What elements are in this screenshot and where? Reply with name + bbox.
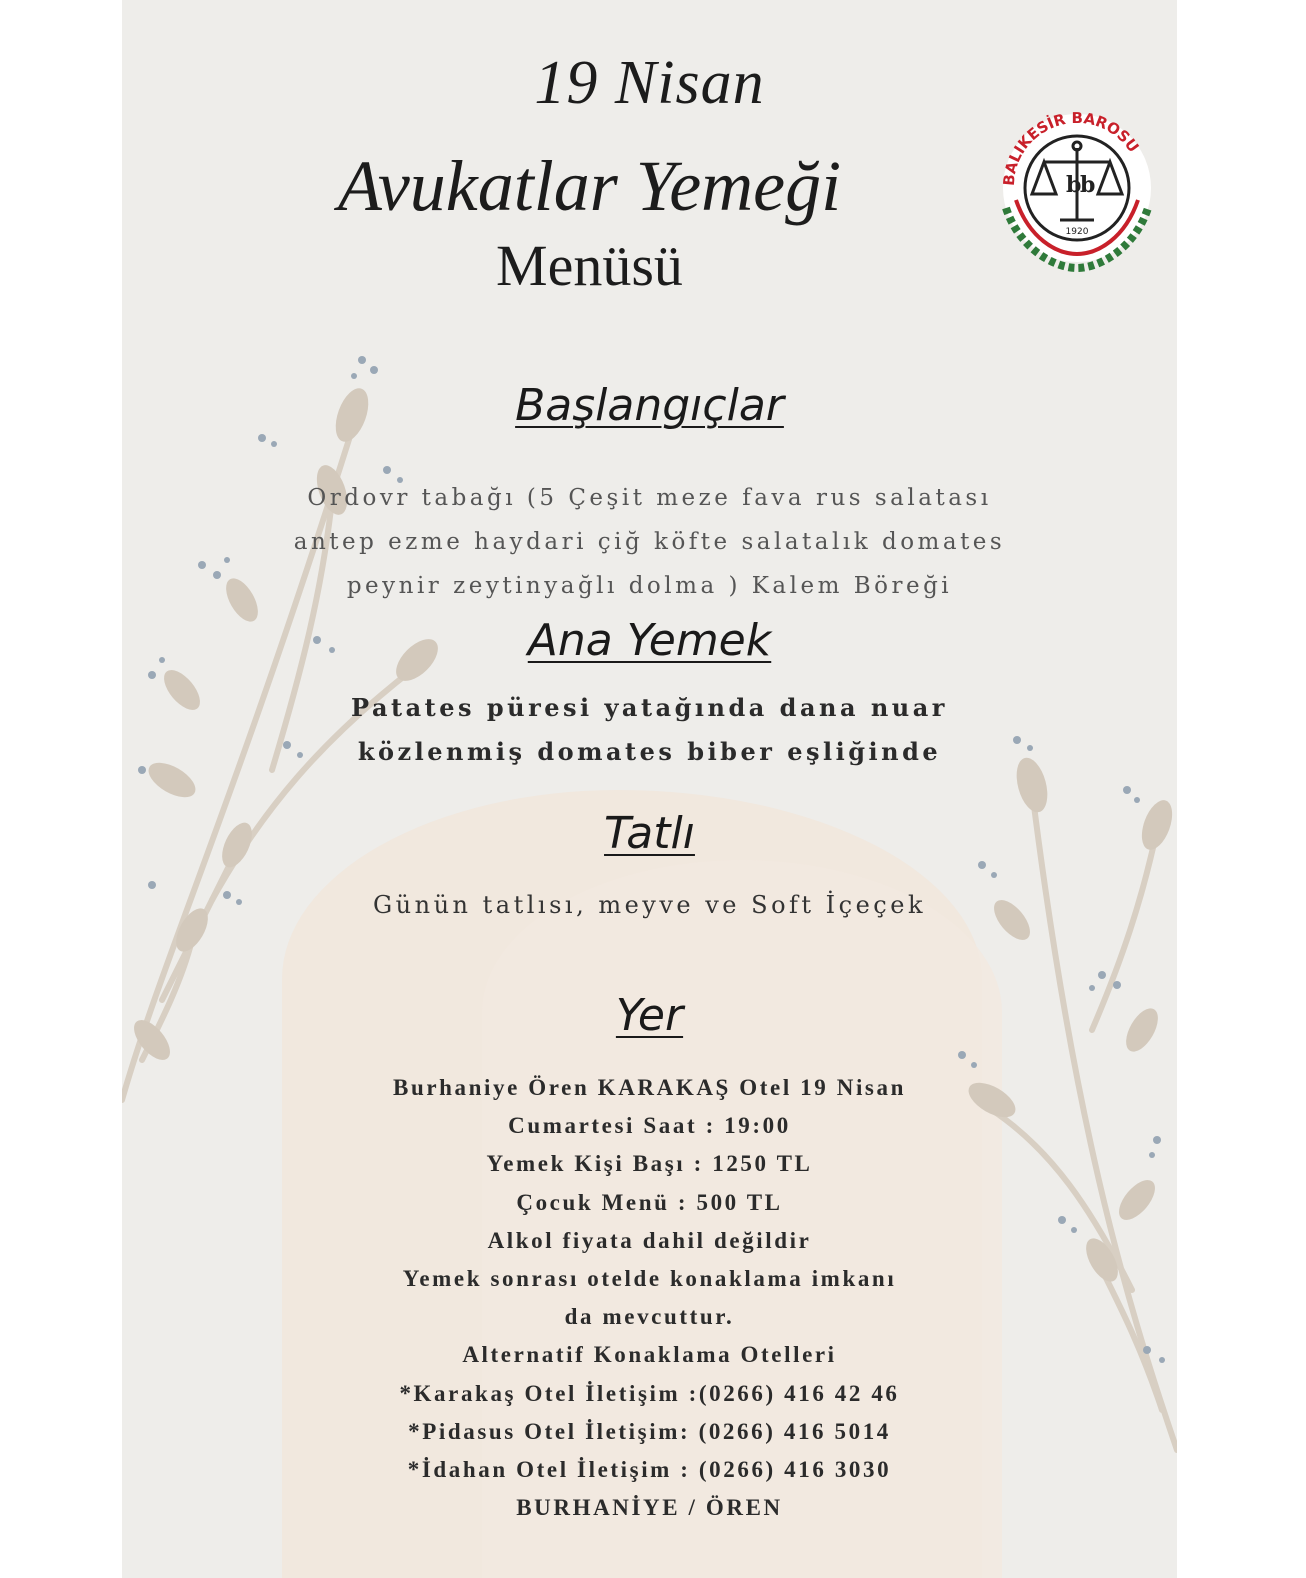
place-line: Alternatif Konaklama Otelleri [462, 1342, 837, 1368]
section-title-dessert: Tatlı [604, 808, 695, 859]
main-line-1: Patates püresi yatağında dana nuar [351, 693, 948, 722]
place-line: *Karakaş Otel İletişim :(0266) 416 42 46 [399, 1380, 900, 1406]
place-line: BURHANİYE / ÖREN [516, 1495, 783, 1521]
starters-line-3: peynir zeytinyağlı dolma ) Kalem Böreği [346, 573, 953, 599]
place-info-block [122, 1069, 1177, 1527]
place-line: *Pidasus Otel İletişim: (0266) 416 5014 [408, 1418, 891, 1444]
section-title-starters: Başlangıçlar [515, 380, 784, 431]
main-line-2: közlenmiş domates biber eşliğinde [357, 737, 942, 766]
balikesir-barosu-logo [994, 98, 1160, 278]
place-line: *İdahan Otel İletişim : (0266) 416 3030 [407, 1457, 892, 1483]
menu-poster [122, 0, 1177, 1578]
starters-line-2: antep ezme haydari çiğ köfte salatalık domates [293, 529, 1006, 555]
logo-name: BALIKESİR BAROSU [999, 108, 1143, 187]
logo-year: 1920 [1065, 227, 1089, 237]
dessert-line-1: Günün tatlısı, meyve ve Soft İçeçek [373, 891, 926, 919]
section-title-main: Ana Yemek [527, 615, 772, 666]
svg-text:b: b [1080, 172, 1096, 198]
place-line: Çocuk Menü : 500 TL [516, 1189, 783, 1215]
title-menu: Menüsü [496, 233, 683, 298]
place-line: da mevcuttur. [564, 1304, 735, 1330]
section-title-place: Yer [615, 990, 684, 1041]
title-date: 19 Nisan [534, 49, 765, 117]
starters-line-1: Ordovr tabağı (5 Çeşit meze fava rus salatası [307, 485, 992, 511]
place-line: Alkol fiyata dahil değildir [487, 1227, 812, 1253]
svg-text:b: b [1066, 172, 1082, 198]
place-line: Yemek Kişi Başı : 1250 TL [486, 1151, 813, 1177]
place-line: Yemek sonrası otelde konaklama imkanı [402, 1266, 897, 1292]
title-event: Avukatlar Yemeği [337, 146, 842, 226]
place-line: Burhaniye Ören KARAKAŞ Otel 19 Nisan [393, 1075, 906, 1100]
place-line: Cumartesi Saat : 19:00 [508, 1113, 791, 1139]
